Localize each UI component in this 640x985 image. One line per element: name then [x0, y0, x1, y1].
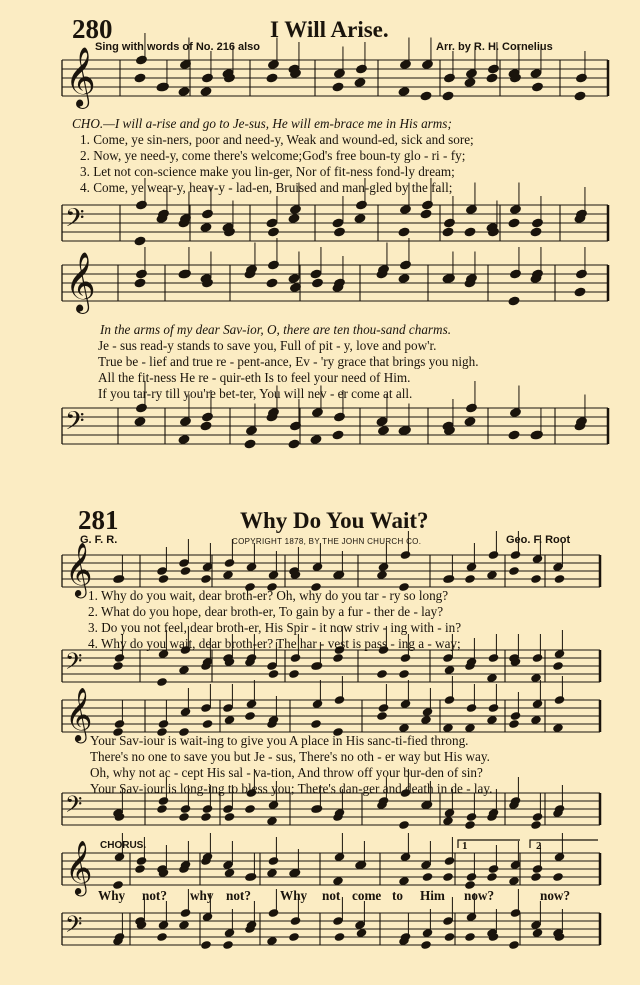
note-head	[134, 864, 146, 874]
note-head	[332, 653, 344, 663]
note-head	[268, 908, 280, 918]
note-head	[158, 574, 170, 584]
note-head	[530, 574, 542, 584]
note-head	[312, 661, 324, 671]
note-head	[488, 550, 500, 560]
note-head	[573, 90, 586, 101]
note-head	[201, 208, 214, 219]
note-head	[420, 940, 432, 950]
bass-clef-icon: 𝄢	[65, 912, 83, 943]
hymn-title: I Will Arise.	[270, 17, 389, 42]
note-head	[554, 574, 566, 584]
note-head	[444, 856, 456, 866]
note-head	[224, 558, 236, 568]
note-head	[378, 703, 390, 713]
chorus-word: not?	[142, 888, 167, 903]
note-head	[114, 719, 126, 729]
note-head	[443, 72, 456, 83]
note-head	[509, 268, 522, 279]
first-ending-number: 1	[462, 840, 468, 852]
chorus-word: why	[190, 888, 214, 903]
treble-clef-icon: 𝄞	[65, 47, 96, 107]
chorus-word: Why	[280, 888, 308, 903]
note-head	[463, 226, 476, 237]
hymn-number: 280	[72, 14, 113, 44]
verse-lyric-line: 3. Let not con-science make you lin-ger, Nor of fit-ness fond-ly dream;	[80, 164, 455, 179]
note-head	[135, 402, 148, 413]
chorus-word: now?	[540, 888, 571, 903]
note-head	[287, 438, 300, 449]
note-head	[180, 804, 192, 814]
note-head	[200, 574, 212, 584]
note-head	[485, 72, 498, 83]
note-head	[464, 932, 476, 942]
note-head	[486, 872, 498, 882]
note-head	[268, 669, 280, 679]
note-head	[179, 268, 192, 279]
note-head	[398, 820, 410, 830]
verse-lyric-line: 2. Now, ye need-y, come there's welcome;God's free boun-ty glo - ri - fy;	[80, 148, 466, 163]
note-head	[333, 411, 346, 422]
note-head	[156, 804, 168, 814]
note-head	[265, 277, 278, 288]
note-head	[529, 226, 542, 237]
verse-lyric-line: Oh, why not ac - cept His sal - va-tion, And throw off your bur-den of sin?	[90, 765, 483, 780]
note-head	[488, 653, 500, 663]
note-head	[376, 669, 388, 679]
note-head	[180, 566, 192, 576]
note-head	[133, 72, 146, 83]
verse-lyric-line: There's no one to save you but Je - sus, There's no oth - er way but His way.	[90, 749, 490, 764]
verse-lyric-line: All the fit-ness He re - quir-eth Is to feel your need of Him.	[98, 370, 411, 385]
verse-lyric-line: 1. Why do you wait, dear broth-er? Oh, why do you tar - ry so long?	[88, 588, 449, 603]
verse-lyric-line: True be - lief and true re - pent-ance, Ev - 'ry grace that brings you nigh.	[98, 354, 479, 369]
note-head	[180, 908, 192, 918]
note-head	[508, 940, 520, 950]
note-head	[246, 872, 258, 882]
note-head	[114, 574, 126, 584]
note-head	[158, 796, 170, 806]
note-head	[444, 695, 456, 705]
note-head	[444, 932, 456, 942]
note-head	[136, 856, 148, 866]
note-head	[311, 277, 324, 288]
hymn-note: Sing with words of No. 216 also	[95, 41, 261, 53]
arranger-credit: Arr. by R. H. Cornelius	[436, 41, 553, 53]
note-head	[443, 217, 456, 228]
note-head	[507, 429, 520, 440]
note-head	[465, 402, 478, 413]
note-head	[133, 235, 146, 246]
treble-clef-icon: 𝄞	[65, 687, 93, 741]
note-head	[488, 703, 500, 713]
note-head	[334, 932, 346, 942]
note-head	[421, 199, 434, 210]
chorus-word: Him	[420, 888, 445, 903]
note-head	[355, 63, 368, 74]
note-head	[575, 268, 588, 279]
note-head	[441, 226, 454, 237]
note-head	[532, 864, 544, 874]
hymn-number: 281	[78, 505, 119, 535]
note-head	[532, 812, 544, 822]
note-head	[331, 81, 344, 92]
bass-clef-icon: 𝄢	[65, 407, 85, 442]
note-head	[135, 199, 148, 210]
chorus-word: come	[352, 888, 382, 903]
note-head	[444, 574, 456, 584]
note-head	[112, 661, 124, 671]
treble-clef-icon: 𝄞	[65, 840, 93, 894]
verse-lyric-line: Je - sus read-y stands to save you, Full of pit - y, love and pow'r.	[98, 338, 437, 353]
note-head	[507, 217, 520, 228]
note-head	[202, 719, 214, 729]
note-head	[573, 286, 586, 297]
note-head	[312, 804, 324, 814]
note-head	[532, 653, 544, 663]
note-head	[244, 804, 256, 814]
note-head	[114, 653, 126, 663]
note-head	[135, 268, 148, 279]
note-head	[466, 703, 478, 713]
note-head	[399, 259, 412, 270]
chorus-word: now?	[464, 888, 495, 903]
note-head	[510, 550, 522, 560]
note-head	[333, 226, 346, 237]
note-head	[290, 916, 302, 926]
treble-clef-icon: 𝄞	[65, 542, 93, 596]
note-head	[158, 719, 170, 729]
copyright-notice: COPYRIGHT 1878, BY THE JOHN CHURCH CO.	[232, 537, 422, 546]
chorus-label: CHORUS.	[100, 840, 147, 851]
note-head	[508, 566, 520, 576]
note-head	[133, 277, 146, 288]
note-head	[507, 295, 520, 306]
note-head	[510, 711, 522, 721]
note-head	[419, 208, 432, 219]
author-credit: G. F. R.	[80, 534, 118, 546]
note-head	[157, 81, 170, 92]
composer-credit: Geo. F. Root	[506, 534, 571, 546]
verse-lyric-line: If you tar-ry till you're bet-ter, You will nev - er come at all.	[98, 386, 413, 401]
bass-clef-icon: 𝄢	[65, 792, 83, 823]
note-head	[288, 932, 300, 942]
note-head	[442, 872, 454, 882]
note-head	[201, 411, 214, 422]
note-head	[355, 199, 368, 210]
note-head	[397, 226, 410, 237]
note-head	[531, 429, 544, 440]
note-head	[178, 812, 190, 822]
note-head	[422, 872, 434, 882]
chorus-word: Why	[98, 888, 126, 903]
note-head	[464, 574, 476, 584]
verse-lyric-line: 4. Why do you wait, dear broth-er? The har - vest is pass - ing a - way;	[88, 636, 461, 651]
note-head	[310, 719, 322, 729]
note-head	[488, 864, 500, 874]
note-head	[376, 711, 388, 721]
note-head	[201, 72, 214, 83]
note-head	[530, 872, 542, 882]
verse-lyric-line: Your Sav-iour is wait-ing to give you A place in His sanc-ti-fied throng.	[90, 733, 469, 748]
note-head	[552, 872, 564, 882]
note-head	[530, 820, 542, 830]
note-head	[575, 72, 588, 83]
chorus-word: not?	[226, 888, 251, 903]
note-head	[135, 54, 148, 65]
second-ending-number: 2	[536, 840, 542, 852]
bass-clef-icon: 𝄢	[65, 649, 83, 680]
note-head	[531, 217, 544, 228]
note-head	[487, 63, 500, 74]
note-head	[268, 856, 280, 866]
note-head	[288, 669, 300, 679]
chorus-lyric-line: In the arms of my dear Sav-ior, O, there are ten thou-sand charms.	[100, 322, 452, 337]
verse-lyric-line: Your Sav-iour is long-ing to bless you; There's dan-ger and death in de - lay.	[90, 781, 493, 796]
note-head	[531, 81, 544, 92]
chorus-lyric-line: CHO.—I will a-rise and go to Je-sus, He will em-brace me in His arms;	[72, 116, 452, 131]
hymn-title: Why Do You Wait?	[240, 508, 429, 533]
verse-lyric-line: 1. Come, ye sin-ners, poor and need-y, Weak and wound-ed, sick and sore;	[80, 132, 474, 147]
note-head	[224, 812, 236, 822]
note-head	[202, 804, 214, 814]
verse-lyric-line: 3. Do you not feel, dear broth-er, His Spir - it now striv - ing with - in?	[88, 620, 462, 635]
note-head	[200, 812, 212, 822]
note-head	[400, 550, 412, 560]
note-head	[419, 90, 432, 101]
note-head	[222, 940, 234, 950]
note-head	[508, 719, 520, 729]
note-head	[244, 711, 256, 721]
note-head	[441, 90, 454, 101]
note-head	[464, 820, 476, 830]
note-head	[199, 420, 212, 431]
note-head	[265, 72, 278, 83]
note-head	[466, 812, 478, 822]
note-head	[552, 661, 564, 671]
note-head	[267, 226, 280, 237]
note-head	[243, 438, 256, 449]
note-head	[156, 677, 168, 687]
verse-lyric-line: 4. Come, ye wear-y, heav-y - lad-en, Bruised and man-gled by the fall;	[80, 180, 453, 195]
note-head	[331, 429, 344, 440]
note-head	[156, 932, 168, 942]
note-head	[200, 940, 212, 950]
treble-clef-icon: 𝄞	[65, 252, 96, 312]
note-head	[267, 259, 280, 270]
verse-lyric-line: 2. What do you hope, dear broth-er, To gain by a fur - ther de - lay?	[88, 604, 444, 619]
note-head	[554, 695, 566, 705]
bass-clef-icon: 𝄢	[65, 204, 85, 239]
note-head	[398, 669, 410, 679]
note-head	[334, 695, 346, 705]
note-head	[466, 872, 478, 882]
note-head	[400, 653, 412, 663]
chorus-word: to	[392, 888, 403, 903]
chorus-word: not	[322, 888, 341, 903]
note-head	[290, 653, 302, 663]
